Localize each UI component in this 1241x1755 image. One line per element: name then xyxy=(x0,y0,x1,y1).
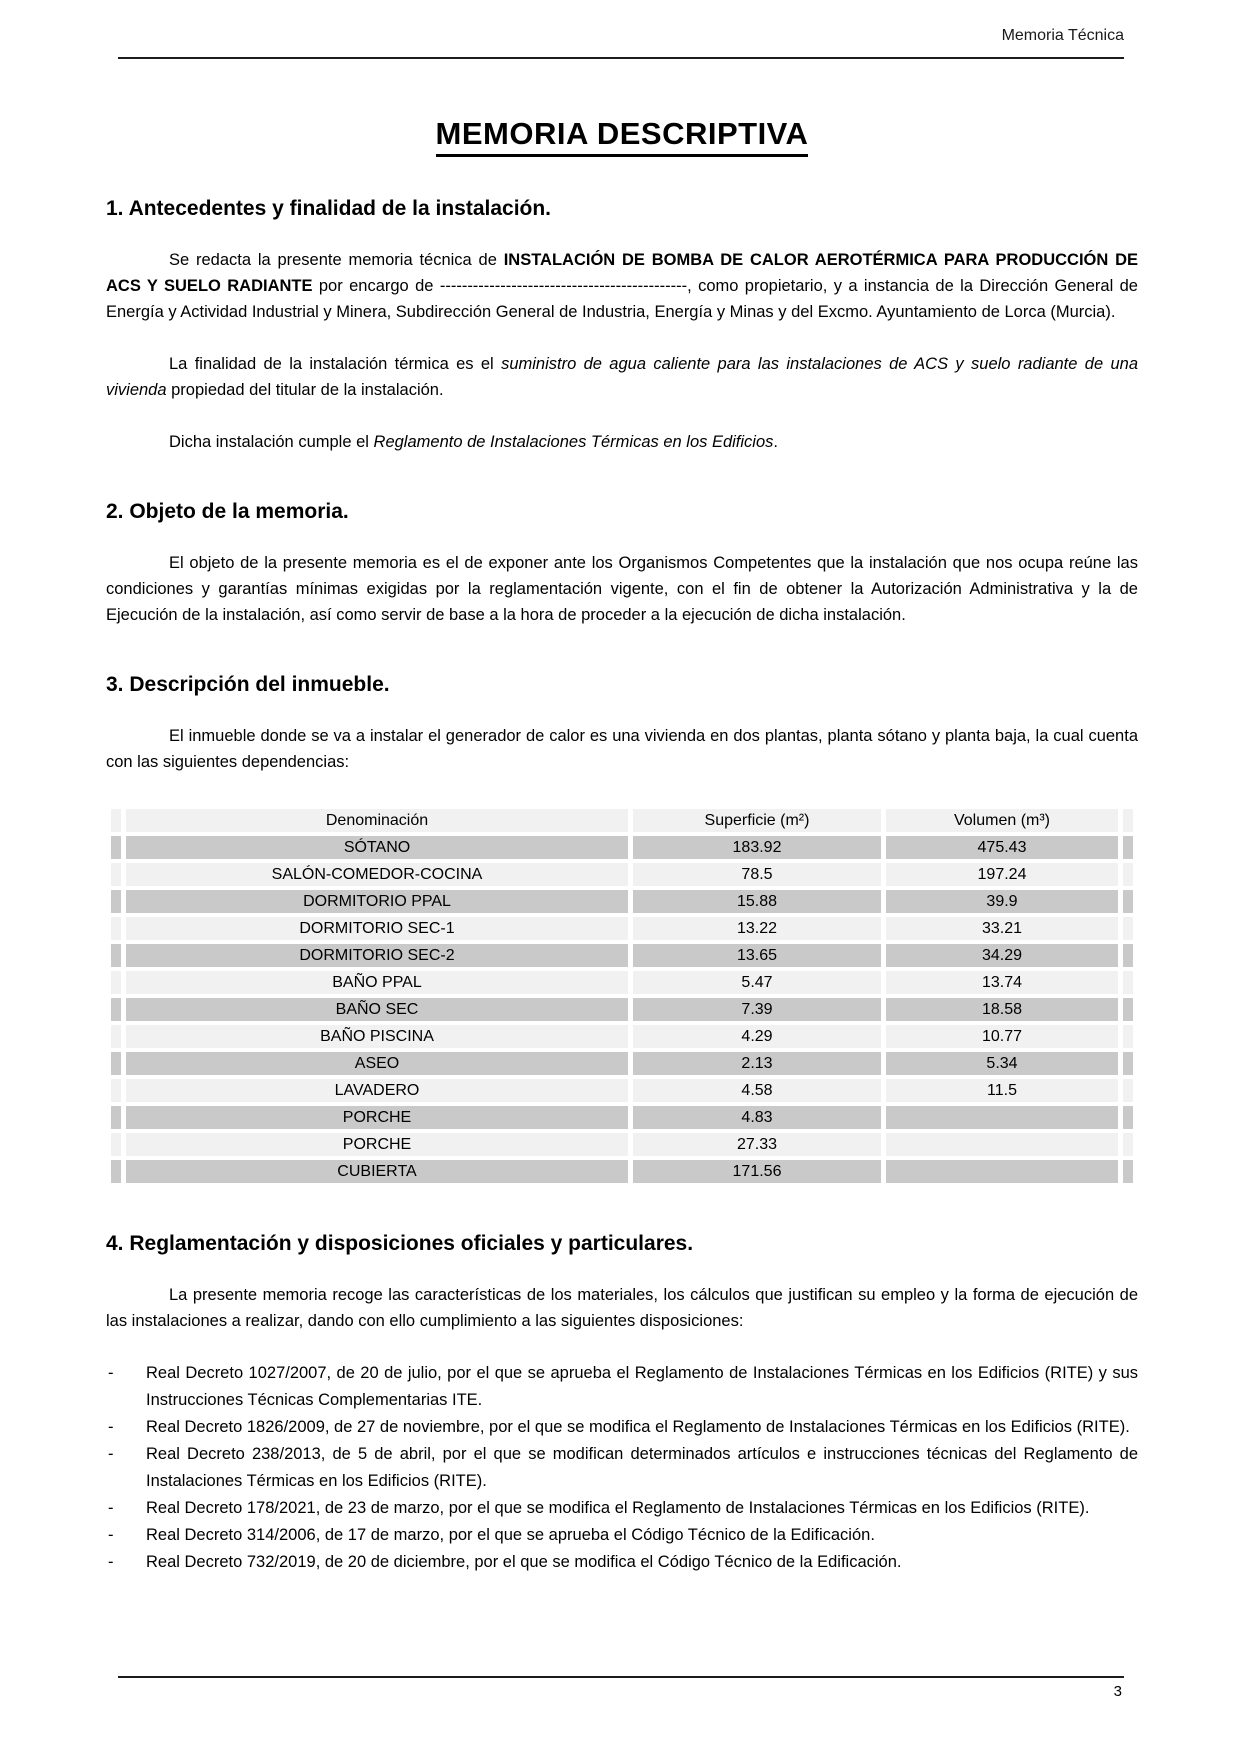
table-cell: 78.5 xyxy=(633,863,881,886)
table-edge-cell xyxy=(111,917,121,940)
table-row xyxy=(111,836,1133,859)
footer-rule xyxy=(118,1676,1124,1678)
table-edge-cell xyxy=(1123,1079,1133,1102)
list-item xyxy=(106,1495,1138,1522)
list-item-text: Real Decreto 178/2021, de 23 de marzo, por el que se modifica el Reglamento de Instalaciones Térmicas en los Edificios (RITE). xyxy=(146,1499,1090,1517)
rooms-table xyxy=(106,805,1138,1187)
paragraph-objeto: El objeto de la presente memoria es el de exponer ante los Organismos Competentes que la instalación que nos ocupa reúne las condiciones y garantías mínimas exigidas por la reglamentación vigente, con el fin de obtener la Autorización Administrativa y la de Ejecución de la instalación, así como servir de base a la hora de proceder a la ejecución de dicha instalación. xyxy=(106,554,1138,624)
table-cell: 15.88 xyxy=(633,890,881,913)
table-edge-cell xyxy=(1123,1160,1133,1183)
table-cell: PORCHE xyxy=(126,1133,628,1156)
table-cell: SALÓN-COMEDOR-COCINA xyxy=(126,863,628,886)
page-title-text: MEMORIA DESCRIPTIVA xyxy=(436,116,809,157)
table-edge-cell xyxy=(111,998,121,1021)
table-cell: ASEO xyxy=(126,1052,628,1075)
table-edge-cell xyxy=(1123,917,1133,940)
table-cell: 13.65 xyxy=(633,944,881,967)
text-segment: Reglamento de Instalaciones Térmicas en los Edificios xyxy=(373,433,774,451)
table-header-cell: Superficie (m²) xyxy=(633,809,881,832)
list-bullet: - xyxy=(108,1499,114,1517)
table-edge-cell xyxy=(1123,998,1133,1021)
table-cell: 13.22 xyxy=(633,917,881,940)
text-segment: por encargo de ---------------------------------------------, como propietario, y a instancia de la Dirección General de Energía y Actividad Industrial y Minera, Subdirección General de Industria, Energía y Minas y del Excmo. Ayuntamiento de Lorca (Murcia). xyxy=(106,277,1138,321)
table-edge-cell xyxy=(1123,890,1133,913)
table-row xyxy=(111,863,1133,886)
page-footer xyxy=(106,1676,1138,1700)
table-cell: 34.29 xyxy=(886,944,1118,967)
table-row xyxy=(111,944,1133,967)
table-cell: 4.58 xyxy=(633,1079,881,1102)
table-edge-cell xyxy=(111,1052,121,1075)
list-bullet: - xyxy=(108,1364,114,1382)
list-bullet: - xyxy=(108,1526,114,1544)
table-cell: BAÑO PISCINA xyxy=(126,1025,628,1048)
list-item-text: Real Decreto 238/2013, de 5 de abril, por el que se modifican determinados artículos e instrucciones técnicas del Reglamento de Instalaciones Térmicas en los Edificios (RITE). xyxy=(146,1445,1138,1490)
table-cell: 183.92 xyxy=(633,836,881,859)
table-cell: 5.47 xyxy=(633,971,881,994)
table-cell: 11.5 xyxy=(886,1079,1118,1102)
list-item-text: Real Decreto 1826/2009, de 27 de noviembre, por el que se modifica el Reglamento de Instalaciones Térmicas en los Edificios (RITE). xyxy=(146,1418,1130,1436)
table-header-row xyxy=(111,809,1133,832)
table-cell: 475.43 xyxy=(886,836,1118,859)
table-edge-cell xyxy=(111,971,121,994)
table-edge-cell xyxy=(111,1133,121,1156)
table-edge-cell xyxy=(111,836,121,859)
table-edge-cell xyxy=(1123,1052,1133,1075)
table-edge-cell xyxy=(111,863,121,886)
table-cell: 13.74 xyxy=(886,971,1118,994)
section-3-heading: 3. Descripción del inmueble. xyxy=(106,673,390,696)
header-text-row xyxy=(106,26,1138,46)
table-cell: PORCHE xyxy=(126,1106,628,1129)
table-edge-cell xyxy=(111,1160,121,1183)
table-cell: DORMITORIO PPAL xyxy=(126,890,628,913)
table-edge-cell xyxy=(111,944,121,967)
table-cell xyxy=(886,1133,1118,1156)
table-edge-cell xyxy=(1123,863,1133,886)
table-cell: 5.34 xyxy=(886,1052,1118,1075)
text-segment: . xyxy=(773,433,778,451)
table-cell: 33.21 xyxy=(886,917,1118,940)
table-header-cell: Denominación xyxy=(126,809,628,832)
table-cell: 4.29 xyxy=(633,1025,881,1048)
text-segment: La finalidad de la instalación térmica es el xyxy=(169,355,502,373)
text-segment: suministro de agua caliente para las instalaciones de ACS y suelo radiante de una vivienda xyxy=(106,355,1139,399)
table-edge-cell xyxy=(111,1079,121,1102)
table-row xyxy=(111,1133,1133,1156)
paragraph-disposiciones: La presente memoria recoge las características de los materiales, los cálculos que justifican su empleo y la forma de ejecución de las instalaciones a realizar, dando con ello cumplimiento a las siguientes disposiciones: xyxy=(106,1286,1138,1330)
table-cell: SÓTANO xyxy=(126,836,628,859)
paragraph-finalidad xyxy=(106,351,1138,403)
section-antecedentes xyxy=(106,196,1138,455)
list-item-text: Real Decreto 314/2006, de 17 de marzo, por el que se aprueba el Código Técnico de la Edificación. xyxy=(146,1526,875,1544)
table-cell: 18.58 xyxy=(886,998,1118,1021)
table-row xyxy=(111,1052,1133,1075)
table-cell: DORMITORIO SEC-2 xyxy=(126,944,628,967)
list-bullet: - xyxy=(108,1418,114,1436)
table-row xyxy=(111,998,1133,1021)
section-2-heading: 2. Objeto de la memoria. xyxy=(106,500,349,523)
text-segment: INSTALACIÓN DE BOMBA DE CALOR AEROTÉRMICA PARA PRODUCCIÓN DE ACS Y SUELO RADIANTE xyxy=(106,251,1139,295)
regulations-list xyxy=(106,1360,1138,1576)
table-edge-cell xyxy=(111,890,121,913)
text-segment: Se redacta la presente memoria técnica de xyxy=(169,251,504,269)
section-4-heading: 4. Reglamentación y disposiciones oficiales y particulares. xyxy=(106,1232,694,1255)
list-item xyxy=(106,1360,1138,1414)
paragraph-inmueble: El inmueble donde se va a instalar el generador de calor es una vivienda en dos plantas, planta sótano y planta baja, la cual cuenta con las siguientes dependencias: xyxy=(106,727,1138,771)
text-segment: Dicha instalación cumple el xyxy=(169,433,374,451)
table-cell: 39.9 xyxy=(886,890,1118,913)
table-edge-cell xyxy=(1123,944,1133,967)
table-row xyxy=(111,1025,1133,1048)
table-cell: 197.24 xyxy=(886,863,1118,886)
table-cell: CUBIERTA xyxy=(126,1160,628,1183)
list-item xyxy=(106,1549,1138,1576)
header-rule xyxy=(118,57,1124,59)
section-descripcion-inmueble xyxy=(106,672,1138,1187)
section-reglamentacion xyxy=(106,1231,1138,1576)
table-cell: 2.13 xyxy=(633,1052,881,1075)
rooms-table-wrap xyxy=(106,805,1138,1187)
list-bullet: - xyxy=(108,1553,114,1571)
table-edge-cell xyxy=(1123,809,1133,832)
table-edge-cell xyxy=(111,1025,121,1048)
table-cell: BAÑO SEC xyxy=(126,998,628,1021)
paragraph-encargo xyxy=(106,247,1138,325)
table-cell: BAÑO PPAL xyxy=(126,971,628,994)
table-row xyxy=(111,971,1133,994)
header-title: Memoria Técnica xyxy=(1001,27,1124,44)
table-header-cell: Volumen (m³) xyxy=(886,809,1118,832)
table-edge-cell xyxy=(1123,1106,1133,1129)
list-item xyxy=(106,1441,1138,1495)
table-edge-cell xyxy=(111,1106,121,1129)
table-cell: DORMITORIO SEC-1 xyxy=(126,917,628,940)
table-cell: 4.83 xyxy=(633,1106,881,1129)
text-segment: propiedad del titular de la instalación. xyxy=(166,381,444,399)
table-cell: LAVADERO xyxy=(126,1079,628,1102)
table-row xyxy=(111,890,1133,913)
table-edge-cell xyxy=(111,809,121,832)
page-number: 3 xyxy=(1113,1683,1122,1700)
table-cell: 27.33 xyxy=(633,1133,881,1156)
table-cell xyxy=(886,1160,1118,1183)
list-bullet: - xyxy=(108,1445,114,1463)
page-title xyxy=(106,116,1138,152)
list-item-text: Real Decreto 1027/2007, de 20 de julio, por el que se aprueba el Reglamento de Instalaciones Térmicas en los Edificios (RITE) y sus Instrucciones Técnicas Complementarias ITE. xyxy=(146,1364,1138,1409)
table-cell: 171.56 xyxy=(633,1160,881,1183)
page-header xyxy=(106,26,1138,59)
table-cell: 10.77 xyxy=(886,1025,1118,1048)
list-item-text: Real Decreto 732/2019, de 20 de diciembre, por el que se modifica el Código Técnico de la Edificación. xyxy=(146,1553,902,1571)
table-row xyxy=(111,1160,1133,1183)
table-row xyxy=(111,1106,1133,1129)
section-objeto xyxy=(106,499,1138,628)
table-edge-cell xyxy=(1123,836,1133,859)
paragraph-cumplimiento-rite xyxy=(106,429,1138,455)
list-item xyxy=(106,1414,1138,1441)
table-edge-cell xyxy=(1123,971,1133,994)
list-item xyxy=(106,1522,1138,1549)
table-cell xyxy=(886,1106,1118,1129)
table-row xyxy=(111,1079,1133,1102)
table-row xyxy=(111,917,1133,940)
table-edge-cell xyxy=(1123,1133,1133,1156)
table-cell: 7.39 xyxy=(633,998,881,1021)
table-edge-cell xyxy=(1123,1025,1133,1048)
section-1-heading: 1. Antecedentes y finalidad de la instalación. xyxy=(106,197,552,220)
